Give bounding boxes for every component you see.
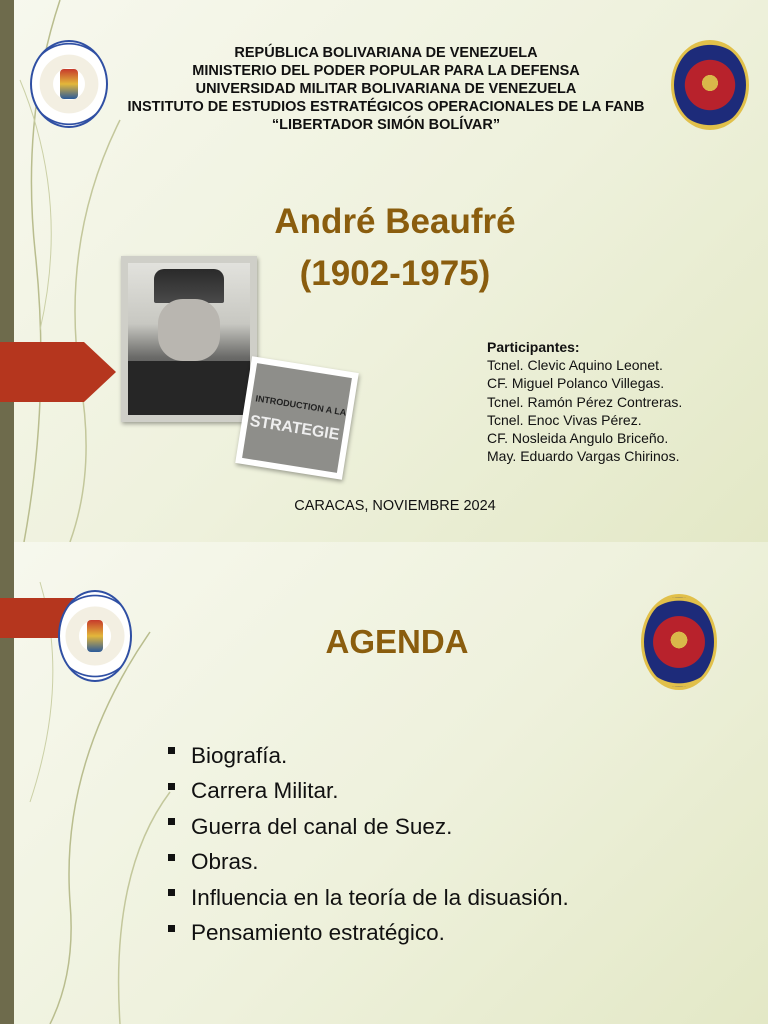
- list-item-text: Obras.: [191, 849, 259, 875]
- beaufre-portrait: [121, 256, 257, 422]
- agenda-title: AGENDA: [325, 623, 469, 660]
- header-line-1: REPÚBLICA BOLIVARIANA DE VENEZUELA: [234, 45, 538, 61]
- participant-item: Tcnel. Ramón Pérez Contreras.: [487, 393, 683, 410]
- presentation-years: (1902-1975): [299, 254, 491, 293]
- institution-header: [108, 44, 664, 134]
- participant-item: CF. Miguel Polanco Villegas.: [487, 375, 665, 392]
- university-seal-icon: [30, 40, 108, 128]
- participants-block: [487, 338, 682, 465]
- presentation-title: André Beaufré: [274, 202, 516, 241]
- book-cover-line-2: STRATEGIE: [248, 412, 341, 444]
- list-item-text: Influencia en la teoría de la disuasión.: [191, 884, 569, 910]
- university-seal-icon: [58, 590, 132, 682]
- list-item: [166, 845, 569, 881]
- participant-item: May. Eduardo Vargas Chirinos.: [487, 448, 680, 465]
- war-college-seal-icon: [641, 594, 717, 690]
- list-item-text: Biografía.: [191, 742, 288, 768]
- list-item: [166, 916, 569, 952]
- list-item: [166, 809, 569, 845]
- participant-item: CF. Nosleida Angulo Briceño.: [487, 430, 669, 447]
- book-cover-line-1: INTRODUCTION A LA: [254, 393, 348, 418]
- war-college-seal-icon: [671, 40, 749, 130]
- participant-item: Tcnel. Clevic Aquino Leonet.: [487, 357, 663, 374]
- list-item: [166, 774, 569, 810]
- list-item: [166, 880, 569, 916]
- book-cover: [235, 356, 359, 480]
- list-item: [166, 738, 569, 774]
- participant-item: Tcnel. Enoc Vivas Pérez.: [487, 411, 642, 428]
- header-line-3: UNIVERSIDAD MILITAR BOLIVARIANA DE VENEZUELA: [195, 81, 577, 97]
- list-item-text: Carrera Militar.: [191, 778, 339, 804]
- agenda-slide: [0, 542, 768, 1024]
- participants-label: Participantes:: [487, 339, 580, 355]
- agenda-list: [166, 738, 569, 951]
- header-line-2: MINISTERIO DEL PODER POPULAR PARA LA DEFENSA: [192, 63, 580, 79]
- header-line-4: INSTITUTO DE ESTUDIOS ESTRATÉGICOS OPERACIONALES DE LA FANB: [127, 99, 645, 115]
- city-date: CARACAS, NOVIEMBRE 2024: [294, 498, 496, 514]
- list-item-text: Pensamiento estratégico.: [191, 920, 445, 946]
- list-item-text: Guerra del canal de Suez.: [191, 813, 453, 839]
- header-line-5: “LIBERTADOR SIMÓN BOLÍVAR”: [271, 117, 501, 133]
